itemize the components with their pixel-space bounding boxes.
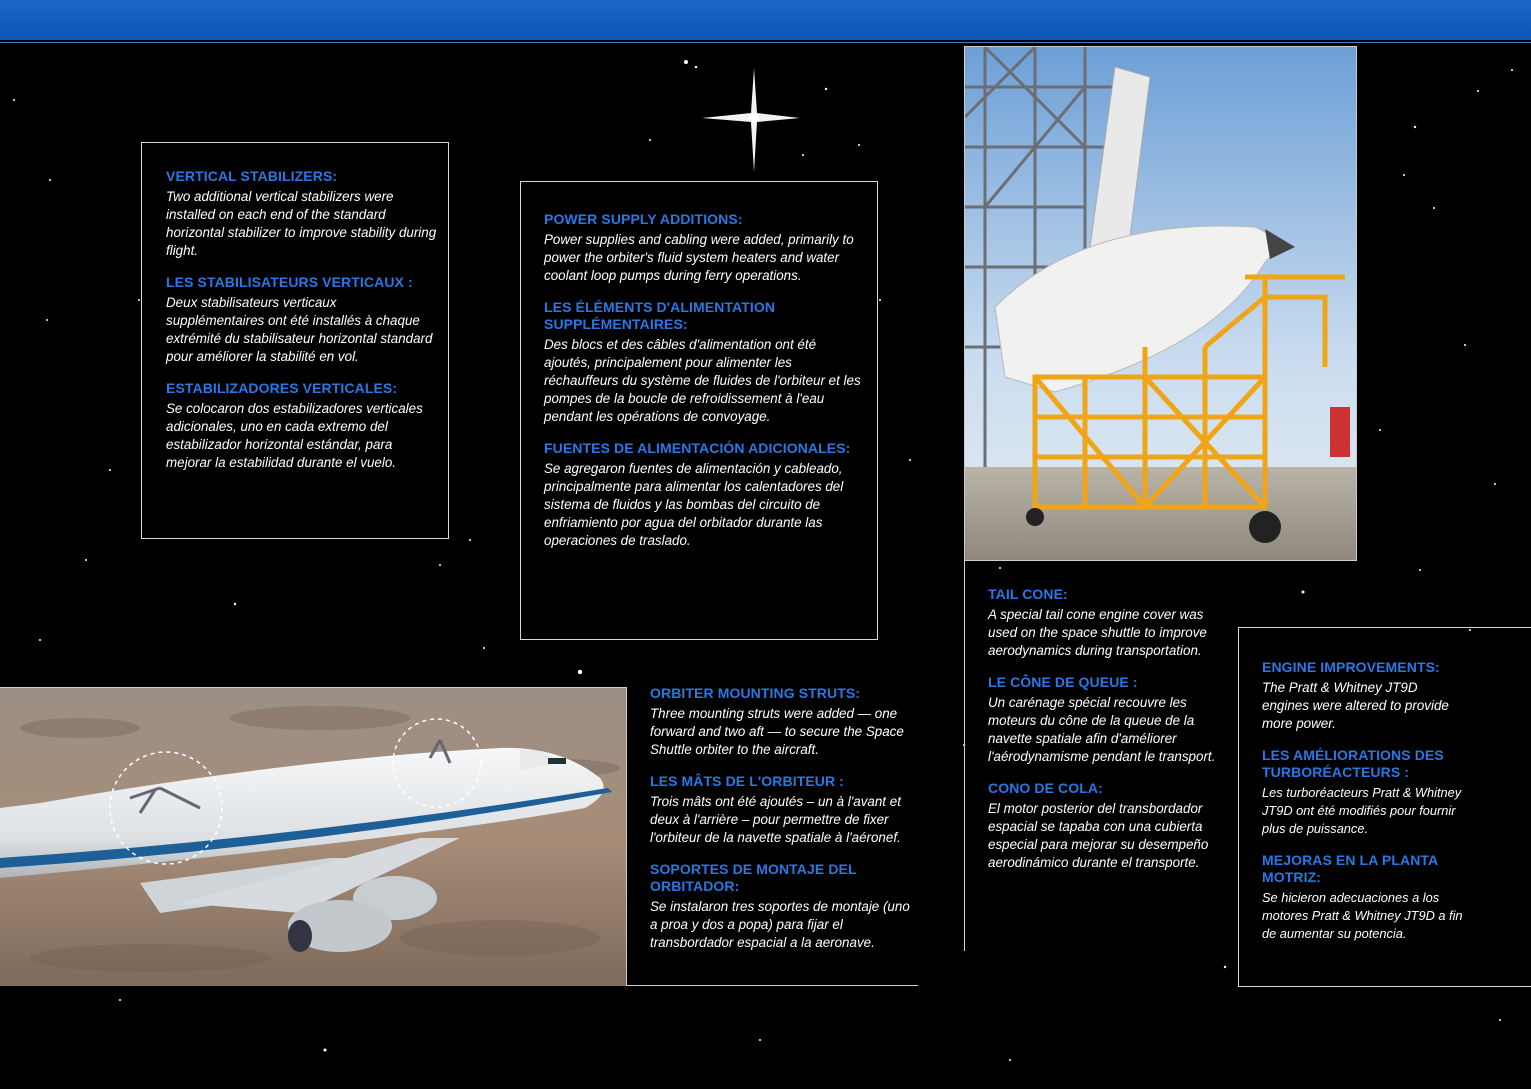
mounting-struts-es-title: SOPORTES DE MONTAJE DEL ORBITADOR:: [650, 861, 857, 894]
power-supply-es-text: Se agregaron fuentes de alimentación y cableado, principalmente para alimentar los calentadores del sistema de fluidos y las bombas del circuito de enfriamiento por agua del orbitador durante las operaciones de traslado.: [544, 461, 844, 548]
engine-en-text: The Pratt & Whitney JT9D engines were altered to provide more power.: [1262, 680, 1449, 731]
engine-es-text: Se hicieron adecuaciones a los motores Pratt & Whitney JT9D a fin de aumentar su potencia.: [1262, 890, 1463, 941]
power-supply-fr-title: LES ÉLÉMENTS D'ALIMENTATION SUPPLÉMENTAIRES:: [544, 299, 776, 332]
power-supply-en-text: Power supplies and cabling were added, primarily to power the orbiter's fluid system heaters and water coolant loop pumps during ferry operations.: [544, 232, 854, 283]
power-supply-fr-text: Des blocs et des câbles d'alimentation ont été ajoutés, principalement pour alimenter les réchauffeurs du système de fluides de l'orbiteur et les pompes de la boucle de refroidissement à l'eau pendant les opérations de convoyage.: [544, 337, 861, 424]
power-supply-section: [544, 211, 862, 564]
mounting-struts-divider: [627, 985, 918, 986]
bright-star-icon: [702, 68, 800, 172]
vertical-stabilizers-es-text: Se colocaron dos estabilizadores verticales adicionales, uno en cada extremo del estabilizador horizontal estándar, para mejorar la estabilidad durante el vuelo.: [166, 401, 423, 470]
power-supply-en-title: POWER SUPPLY ADDITIONS:: [544, 211, 743, 227]
power-supply-es-title: FUENTES DE ALIMENTACIÓN ADICIONALES:: [544, 440, 851, 456]
engine-fr-text: Les turboréacteurs Pratt & Whitney JT9D ont été modifiés pour fournir plus de puissance.: [1262, 785, 1462, 836]
mounting-struts-section: [650, 685, 916, 966]
engine-en-title: ENGINE IMPROVEMENTS:: [1262, 659, 1440, 675]
vertical-stabilizers-es-title: ESTABILIZADORES VERTICALES:: [166, 380, 398, 396]
vertical-stabilizers-en-text: Two additional vertical stabilizers were installed on each end of the standard horizontal stabilizer to improve stability during flight.: [166, 189, 437, 258]
tail-cone-section: [988, 586, 1216, 886]
tail-cone-en-title: TAIL CONE:: [988, 586, 1068, 602]
engine-es-title: MEJORAS EN LA PLANTA MOTRIZ:: [1262, 852, 1438, 885]
mounting-struts-en-text: Three mounting struts were added — one forward and two aft — to secure the Space Shuttle orbiter to the aircraft.: [650, 706, 904, 757]
mounting-struts-fr-title: LES MÂTS DE L'ORBITEUR :: [650, 773, 844, 789]
mounting-struts-es-text: Se instalaron tres soportes de montaje (uno a proa y dos a popa) para fijar el transbordador espacial a la aeronave.: [650, 899, 910, 950]
vertical-stabilizers-fr-text: Deux stabilisateurs verticaux supplémentaires ont été installés à chaque extrémité du stabilisateur horizontal standard pour améliorer la stabilité en vol.: [166, 295, 433, 364]
tail-cone-es-title: CONO DE COLA:: [988, 780, 1103, 796]
mounting-struts-en-title: ORBITER MOUNTING STRUTS:: [650, 685, 861, 701]
tail-cone-en-text: A special tail cone engine cover was used on the space shuttle to improve aerodynamics during transportation.: [988, 607, 1207, 658]
tail-cone-fr-text: Un carénage spécial recouvre les moteurs du cône de la queue de la navette spatiale afin d'améliorer l'aérodynamisme pendant le transport.: [988, 695, 1216, 764]
engine-section: [1262, 659, 1482, 957]
tail-cone-es-text: El motor posterior del transbordador espacial se tapaba con una cubierta especial para mejorar su desempeño aerodinámico durante el transporte.: [988, 801, 1209, 870]
shuttle-mating-photo: [964, 46, 1357, 561]
aircraft-photo: [0, 687, 627, 986]
vertical-stabilizers-fr-title: LES STABILISATEURS VERTICAUX :: [166, 274, 413, 290]
engine-fr-title: LES AMÉLIORATIONS DES TURBORÉACTEURS :: [1262, 747, 1444, 780]
tail-cone-divider: [964, 561, 965, 951]
vertical-stabilizers-en-title: VERTICAL STABILIZERS:: [166, 168, 338, 184]
tail-cone-fr-title: LE CÔNE DE QUEUE :: [988, 674, 1138, 690]
vertical-stabilizers-section: [166, 168, 438, 486]
mounting-struts-fr-text: Trois mâts ont été ajoutés – un à l'avant et deux à l'arrière – pour permettre de fixer l'orbiteur de la navette spatiale à l'aéronef.: [650, 794, 901, 845]
